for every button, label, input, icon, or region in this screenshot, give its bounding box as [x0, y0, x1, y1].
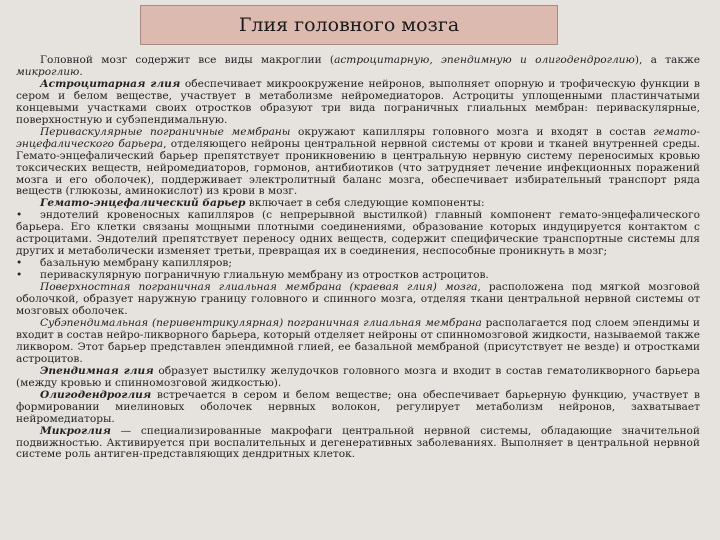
- text-run: Головной мозг содержит все виды макроглии (: [40, 54, 335, 66]
- text-run: ), а также: [634, 54, 700, 66]
- text-run: эндотелий кровеносных капилляров (с непрерывной выстилкой) главный компонент гемато-энцефалического барьера. Его клетки связаны мощными плотными соединениями, образование которых индуцируется контактом с астроцитами. Эндотелий препятствует переносу одних веществ, содержит специфические транспортные системы для других и метаболически изменяет третьи, превращая их в соединения, неспособные проникнуть в мозг;: [16, 209, 700, 258]
- term-bold-italic: Микроглия: [40, 424, 111, 437]
- bullet-marker: •: [16, 257, 23, 270]
- text-run: включает в себя следующие компоненты:: [245, 197, 485, 210]
- bullet-item: [16, 210, 700, 258]
- paragraph: [16, 366, 700, 390]
- term-italic: микроглию.: [16, 65, 83, 78]
- text-run: периваскулярную пограничную глиальную мембрану из отростков астроцитов.: [40, 269, 489, 282]
- term-italic: Субэпендимальная (перивентрикулярная) пограничная глиальная мембрана: [40, 316, 482, 329]
- text-run: — специализированные макрофаги центральной нервной системы, обладающие значительной подвижностью. Активируется при воспалительных и дегенеративных заболеваниях. Выполняет в центральной нервной системе роль антиген-представляющих дендритных клеток.: [16, 424, 700, 461]
- bullet-marker: •: [16, 269, 23, 282]
- paragraph: [16, 282, 700, 318]
- text-run: , расположена под мягкой мозговой оболочкой, образует наружную границу головного и спинного мозга, отделяя ткани центральной нервной системы от мозговых оболочек.: [16, 281, 700, 318]
- paragraph: [16, 79, 700, 127]
- term-italic: астроцитарную, эпендимную и олигодендроглию: [334, 54, 635, 66]
- term-bold-italic: Гемато-энцефалический барьер: [40, 197, 246, 210]
- term-bold-italic: Олигодендроглия: [40, 388, 152, 401]
- bullet-marker: •: [16, 209, 23, 222]
- paragraph: [16, 390, 700, 426]
- term-italic: гемато-энцефалического барьера: [16, 125, 700, 150]
- text-run: располагается под слоем эпендимы и входит в состав нейро-ликворного барьера, который отделяет нейроны от спинномозговой жидкости, называемой также ликвором. Этот барьер представлен эпендимной глией, ее базальной мембраной (присутствует не везде) и отростками астроцитов.: [16, 316, 700, 365]
- paragraph: [16, 318, 700, 366]
- paragraph: [16, 426, 700, 462]
- term-italic: Поверхностная пограничная глиальная мембрана (краевая глия) мозга: [40, 281, 478, 294]
- document-body: [16, 55, 700, 461]
- text-run: окружают капилляры головного мозга и входят в состав: [290, 125, 654, 138]
- paragraph: [16, 55, 700, 79]
- slide-title: Глия головного мозга: [140, 5, 558, 45]
- term-bold-italic: Эпендимная глия: [40, 364, 154, 377]
- term-bold-italic: Астроцитарная глия: [40, 77, 181, 90]
- text-run: обеспечивает микроокружение нейронов, выполняет опорную и трофическую функции в сером и белом веществе, участвует в метаболизме нейромедиаторов. Астроциты уплощенными пластинчатыми концевыми участками своих отростков образуют три вида пограничных глиальных мембран: периваскулярные, поверхностную и субэпендимальную.: [16, 77, 700, 126]
- term-italic: Периваскулярные пограничные мембраны: [40, 125, 291, 138]
- text-run: базальную мембрану капилляров;: [40, 257, 232, 270]
- paragraph: [16, 127, 700, 199]
- text-run: встречается в сером и белом веществе; она обеспечивает барьерную функцию, участвует в формировании миелиновых оболочек нервных волокон, регулирует метаболизм нейронов, захватывает нейромедиаторы.: [16, 388, 700, 425]
- text-run: , отделяющего нейроны центральной нервной системы от крови и тканей внутренней среды. Гемато-энцефалический барьер препятствует проникновению в центральную нервную систему переносимых кровью токсических веществ, нейромедиаторов, гормонов, антибиотиков (что затрудняет лечение инфекционных поражений мозга и его оболочек), поддерживает электролитный баланс мозга, обеспечивает избирательный транспорт ряда веществ (глюкозы, аминокислот) из крови в мозг.: [16, 137, 700, 198]
- text-run: образует выстилку желудочков головного мозга и входит в состав гематоликворного барьера (между кровью и спинномозговой жидкостью).: [16, 364, 700, 389]
